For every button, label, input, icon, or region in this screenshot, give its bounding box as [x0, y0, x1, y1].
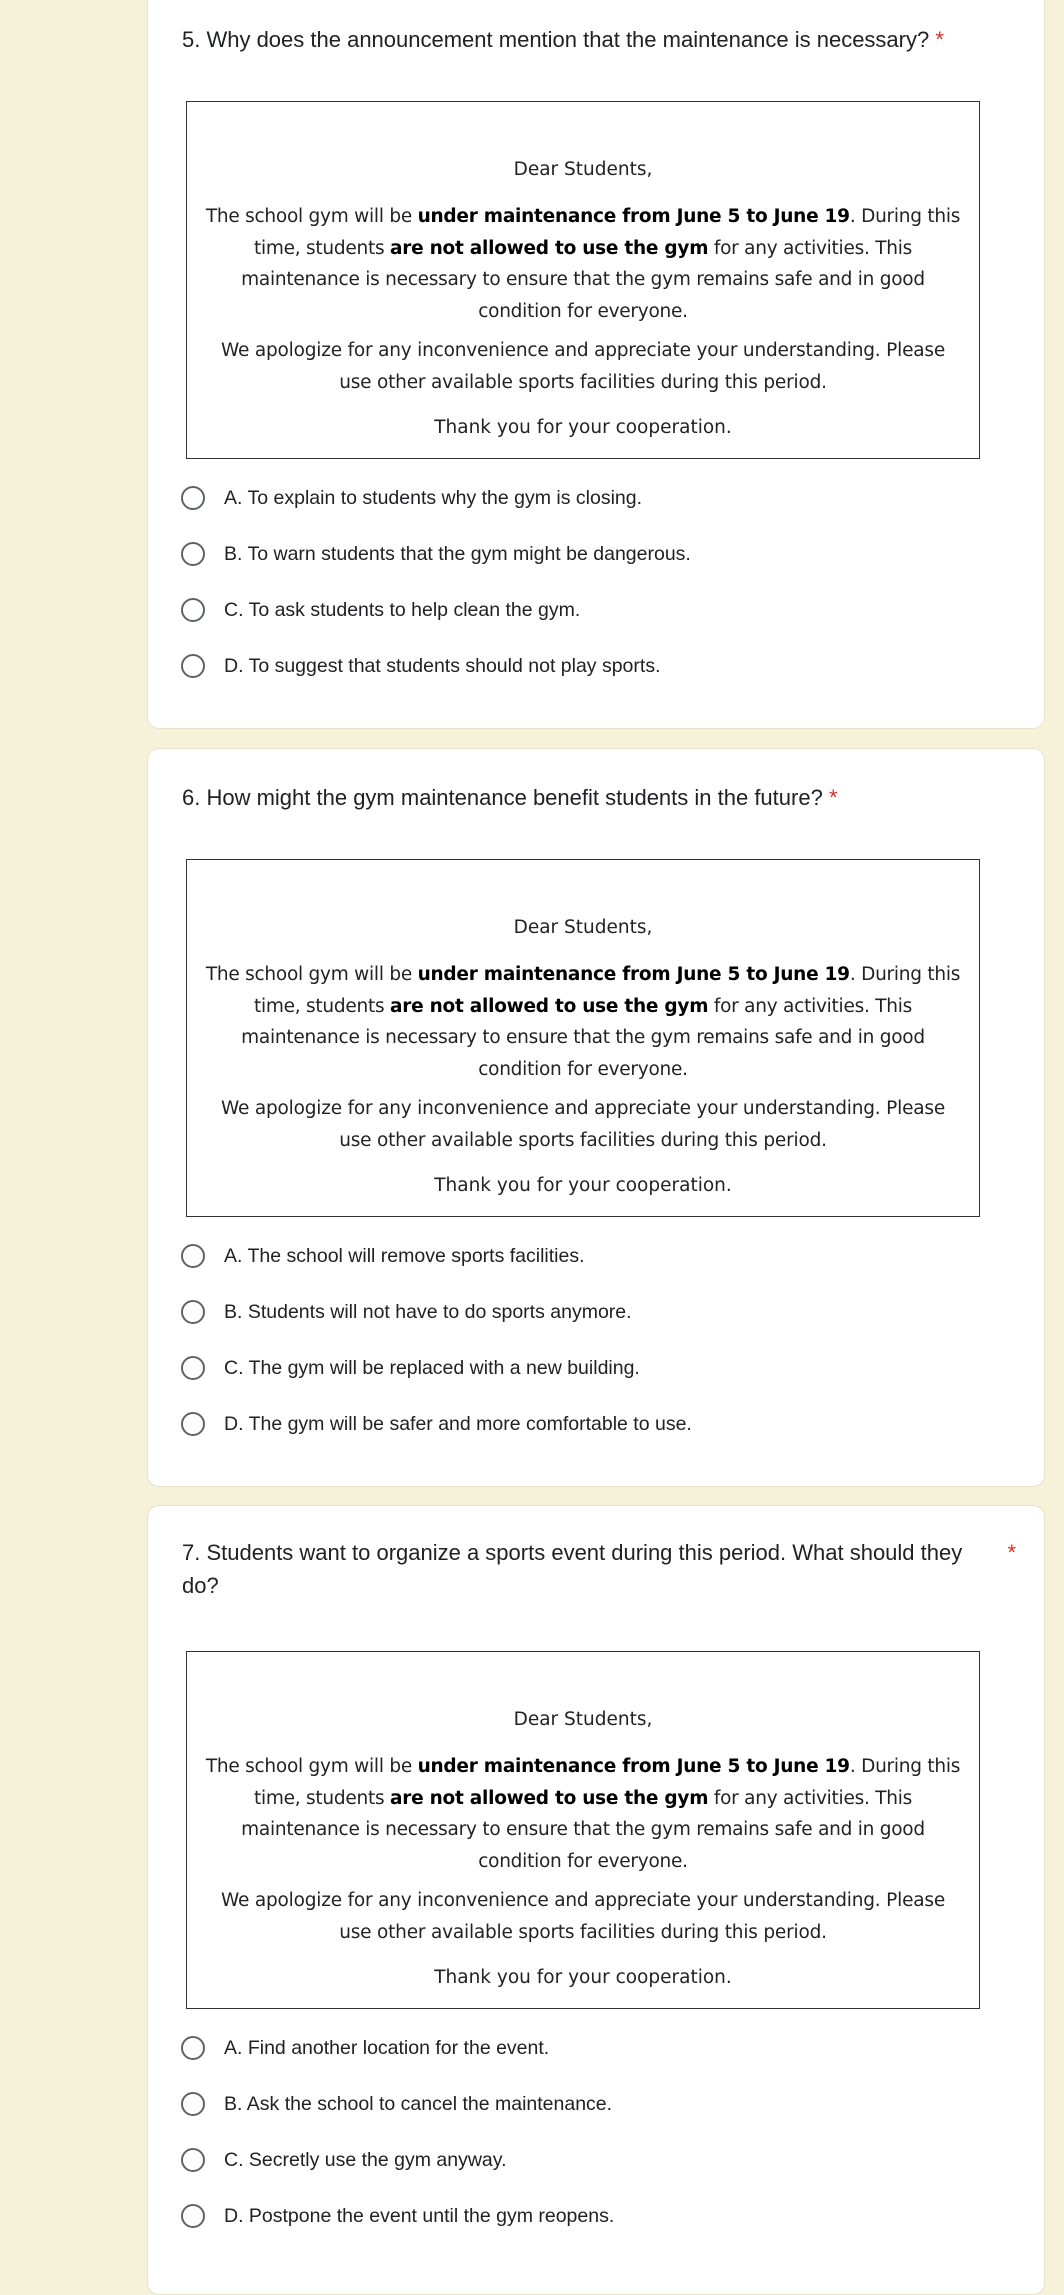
question-card-7	[147, 1505, 1045, 2295]
radio-button[interactable]	[181, 542, 205, 566]
question-text: 7. Students want to organize a sports event during this period. What should they do?	[182, 1540, 963, 1598]
option-a[interactable]	[181, 1228, 1001, 1284]
required-asterisk: *	[828, 785, 838, 810]
option-label: C. The gym will be replaced with a new building.	[224, 1356, 640, 1379]
option-label: B. Ask the school to cancel the maintenance.	[224, 2092, 613, 2115]
notice-thanks: Thank you for your cooperation.	[434, 1967, 732, 1988]
radio-button[interactable]	[181, 2148, 205, 2172]
question-card-6	[147, 748, 1045, 1487]
notice-paragraph-2: We apologize for any inconvenience and appreciate your understanding. Please use other available sports facilities during this period.	[220, 1098, 946, 1151]
notice-paragraph-2: We apologize for any inconvenience and appreciate your understanding. Please use other available sports facilities during this period.	[220, 1890, 946, 1943]
option-label: B. To warn students that the gym might be dangerous.	[224, 542, 691, 565]
option-label: A. The school will remove sports facilities.	[224, 1244, 585, 1267]
radio-button[interactable]	[181, 1356, 205, 1380]
option-c[interactable]	[181, 2132, 1001, 2188]
required-asterisk: *	[935, 27, 944, 52]
question-text: 6. How might the gym maintenance benefit students in the future?	[182, 785, 823, 810]
notice-greeting: Dear Students,	[513, 159, 653, 180]
radio-button[interactable]	[181, 486, 205, 510]
option-label: C. To ask students to help clean the gym.	[224, 598, 581, 621]
radio-button[interactable]	[181, 598, 205, 622]
option-d[interactable]	[181, 2188, 1001, 2244]
option-d[interactable]	[181, 1396, 1001, 1452]
option-label: D. To suggest that students should not play sports.	[224, 654, 661, 677]
radio-button[interactable]	[181, 1300, 205, 1324]
required-asterisk: *	[1007, 1540, 1016, 1565]
question-text: 5. Why does the announcement mention that the maintenance is necessary?	[182, 27, 930, 52]
question-title	[182, 781, 990, 814]
option-b[interactable]	[181, 526, 1001, 582]
notice-paragraph-1: The school gym will be under maintenance from June 5 to June 19. During this time, students are not allowed to use the gym for any activities. This maintenance is necessary to ensure that the gym remains safe and in good condition for everyone.	[205, 206, 961, 322]
option-label: D. Postpone the event until the gym reopens.	[224, 2204, 615, 2227]
option-a[interactable]	[181, 470, 1001, 526]
answer-options	[181, 2020, 1001, 2244]
option-label: B. Students will not have to do sports anymore.	[224, 1300, 632, 1323]
question-title	[182, 1536, 1016, 1602]
radio-button[interactable]	[181, 2036, 205, 2060]
answer-options	[181, 470, 1001, 694]
option-b[interactable]	[181, 1284, 1001, 1340]
radio-button[interactable]	[181, 2204, 205, 2228]
option-d[interactable]	[181, 638, 1001, 694]
option-label: A. Find another location for the event.	[224, 2036, 550, 2059]
option-c[interactable]	[181, 582, 1001, 638]
option-c[interactable]	[181, 1340, 1001, 1396]
notice-paragraph-2: We apologize for any inconvenience and appreciate your understanding. Please use other available sports facilities during this period.	[220, 340, 946, 393]
announcement-image	[186, 1651, 980, 2009]
question-title	[182, 23, 990, 56]
option-a[interactable]	[181, 2020, 1001, 2076]
question-card-5	[147, 0, 1045, 729]
radio-button[interactable]	[181, 1412, 205, 1436]
radio-button[interactable]	[181, 654, 205, 678]
option-label: C. Secretly use the gym anyway.	[224, 2148, 507, 2171]
announcement-image	[186, 101, 980, 459]
option-label: A. To explain to students why the gym is closing.	[224, 486, 643, 509]
answer-options	[181, 1228, 1001, 1452]
radio-button[interactable]	[181, 1244, 205, 1268]
notice-greeting: Dear Students,	[513, 1709, 653, 1730]
announcement-image	[186, 859, 980, 1217]
option-label: D. The gym will be safer and more comfortable to use.	[224, 1412, 692, 1435]
notice-greeting: Dear Students,	[513, 917, 653, 938]
radio-button[interactable]	[181, 2092, 205, 2116]
notice-thanks: Thank you for your cooperation.	[434, 1175, 732, 1196]
notice-paragraph-1: The school gym will be under maintenance from June 5 to June 19. During this time, students are not allowed to use the gym for any activities. This maintenance is necessary to ensure that the gym remains safe and in good condition for everyone.	[205, 1756, 961, 1872]
option-b[interactable]	[181, 2076, 1001, 2132]
notice-thanks: Thank you for your cooperation.	[434, 417, 732, 438]
notice-paragraph-1: The school gym will be under maintenance from June 5 to June 19. During this time, students are not allowed to use the gym for any activities. This maintenance is necessary to ensure that the gym remains safe and in good condition for everyone.	[205, 964, 961, 1080]
